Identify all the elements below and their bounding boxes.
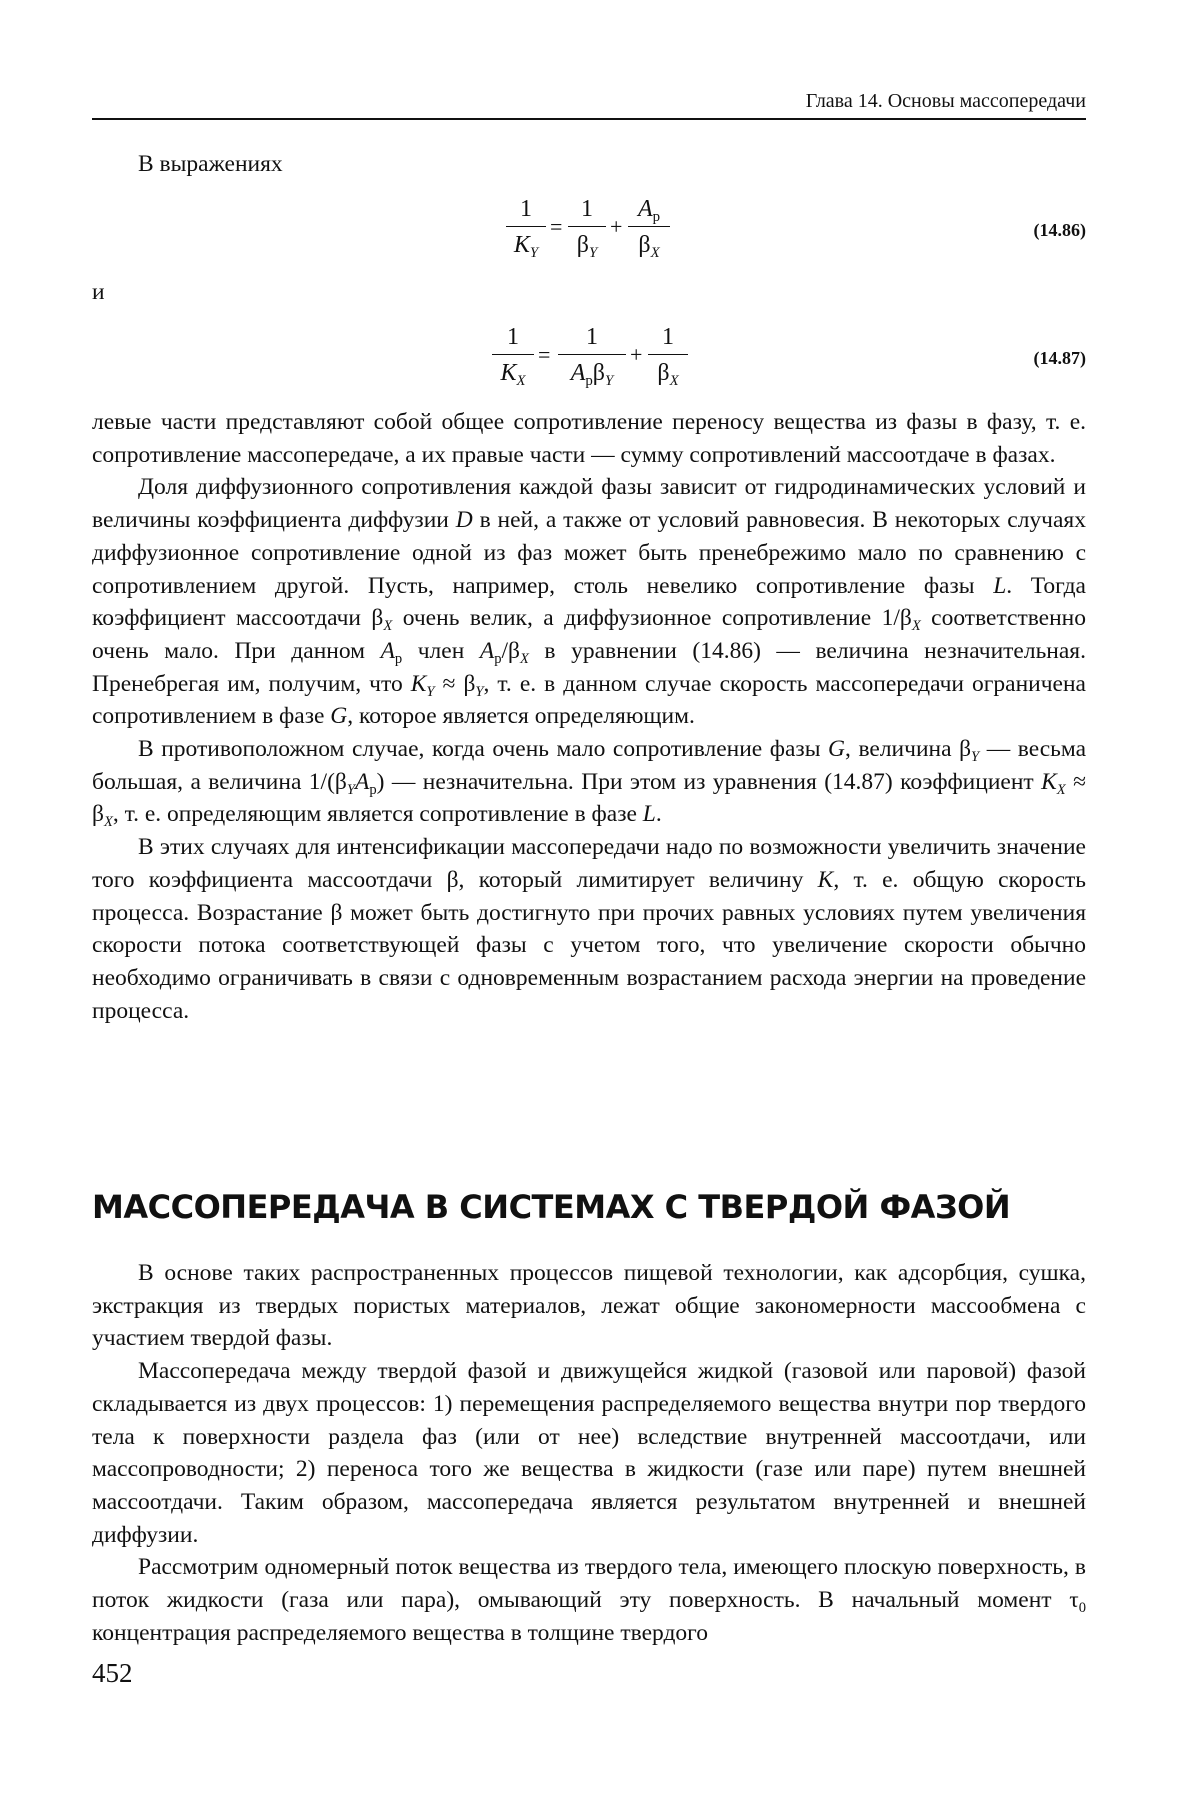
eq1-term1-fraction — [568, 192, 606, 261]
conjunction: и — [92, 276, 1086, 309]
running-header — [92, 86, 1086, 120]
eq2-term2-numerator: 1 — [648, 320, 688, 354]
paragraph: В основе таких распространенных процессов пищевой технологии, как адсорбция, сушка, экстракция из твердых пористых материалов, лежат общие закономерности массообмена с участием твердой фазы. — [92, 1257, 1086, 1355]
eq2-term2-denominator: βX — [648, 355, 688, 389]
equals-sign: = — [550, 214, 562, 240]
eq1-lhs-denominator: KY — [506, 227, 546, 261]
paragraph: Рассмотрим одномерный поток вещества из твердого тела, имеющего плоскую поверхность, в поток жидкости (газа или пара), омывающий эту поверхность. В начальный момент τ0 концентрация распределяемого вещества в толщине твердого — [92, 1551, 1086, 1649]
paragraph: Доля диффузионного сопротивления каждой фазы зависит от гидродинамических условий и величины коэффициента диффузии D в ней, а также от условий равновесия. В некоторых случаях диффузионное сопротивление одной из фаз может быть пренебрежимо мало по сравнению с сопротивлением другой. Пусть, например, столь невелико сопротивление фазы L. Тогда коэффициент массоотдачи βX очень велик, а диффузионное сопротивление 1/βX соответственно очень мало. При данном Aр член Aр/βX в уравнении (14.86) — величина незначительная. Пренебрегая им, получим, что KY ≈ βY, т. е. в данном случае скорость массопередачи ограничена сопротивлением в фазе G, которое является определяющим. — [92, 471, 1086, 733]
equals-sign: = — [538, 342, 550, 368]
paragraph: левые части представляют собой общее сопротивление переносу вещества из фазы в фазу, т. е. сопротивление массопередаче, а их правые части — сумму сопротивлений массоотдаче в фазах. — [92, 406, 1086, 471]
eq2-term2-fraction — [648, 320, 688, 389]
paragraph: Массопередача между твердой фазой и движущейся жидкой (газовой или паровой) фазой складывается из двух процессов: 1) перемещения распределяемого вещества внутри пор твердого тела к поверхности раздела фаз (или от нее) вследствие внутренней массоотдачи, или массопроводности; 2) переноса того же вещества в жидкости (газе или паре) путем внешней массоотдачи. Таким образом, массопередача является результатом внутренней и внешней диффузии. — [92, 1355, 1086, 1551]
paragraph: В этих случаях для интенсификации массопередачи надо по возможности увеличить значение того коэффициента массоотдачи β, который лимитирует величину K, т. е. общую скорость процесса. Возрастание β может быть достигнуто при прочих равных условиях путем увеличения скорости потока соответствующей фазы с учетом того, что увеличение скорости обычно необходимо ограничивать в связи с одновременным возрастанием расхода энергии на проведение процесса. — [92, 831, 1086, 1027]
eq1-lhs-fraction — [506, 192, 546, 261]
plus-sign: + — [630, 342, 642, 368]
eq1-term2-numerator: Aр — [628, 192, 670, 226]
plus-sign: + — [610, 214, 622, 240]
equation-14-87 — [92, 320, 1086, 398]
running-title: Глава 14. Основы массопередачи — [806, 90, 1086, 113]
section-heading: МАССОПЕРЕДАЧА В СИСТЕМАХ С ТВЕРДОЙ ФАЗОЙ — [92, 1188, 1010, 1226]
equation-number: (14.86) — [1034, 220, 1087, 241]
equation-14-86 — [92, 192, 1086, 270]
eq2-lhs-numerator: 1 — [492, 320, 534, 354]
paragraph: В противоположном случае, когда очень мало сопротивление фазы G, величина βY — весьма большая, а величина 1/(βYAр) — незначительна. При этом из уравнения (14.87) коэффициент KX ≈ βX, т. е. определяющим является сопротивление в фазе L. — [92, 733, 1086, 831]
body-text-2 — [92, 1257, 1086, 1649]
eq2-lhs-fraction — [492, 320, 534, 389]
equation-number: (14.87) — [1034, 348, 1087, 369]
eq1-term2-denominator: βX — [628, 227, 670, 261]
eq1-lhs-numerator: 1 — [506, 192, 546, 226]
eq1-term1-denominator: βY — [568, 227, 606, 261]
page-number: 452 — [92, 1658, 133, 1689]
eq2-term1-numerator: 1 — [558, 320, 626, 354]
intro-text: В выражениях — [92, 148, 1086, 181]
eq1-term1-numerator: 1 — [568, 192, 606, 226]
eq2-term1-denominator: AрβY — [558, 355, 626, 389]
eq1-term2-fraction — [628, 192, 670, 261]
book-page — [0, 0, 1200, 1796]
conjunction-block — [92, 276, 1086, 309]
eq2-term1-fraction — [558, 320, 626, 389]
eq2-lhs-denominator: KX — [492, 355, 534, 389]
intro-block — [92, 148, 1086, 181]
body-text-1 — [92, 406, 1086, 1027]
